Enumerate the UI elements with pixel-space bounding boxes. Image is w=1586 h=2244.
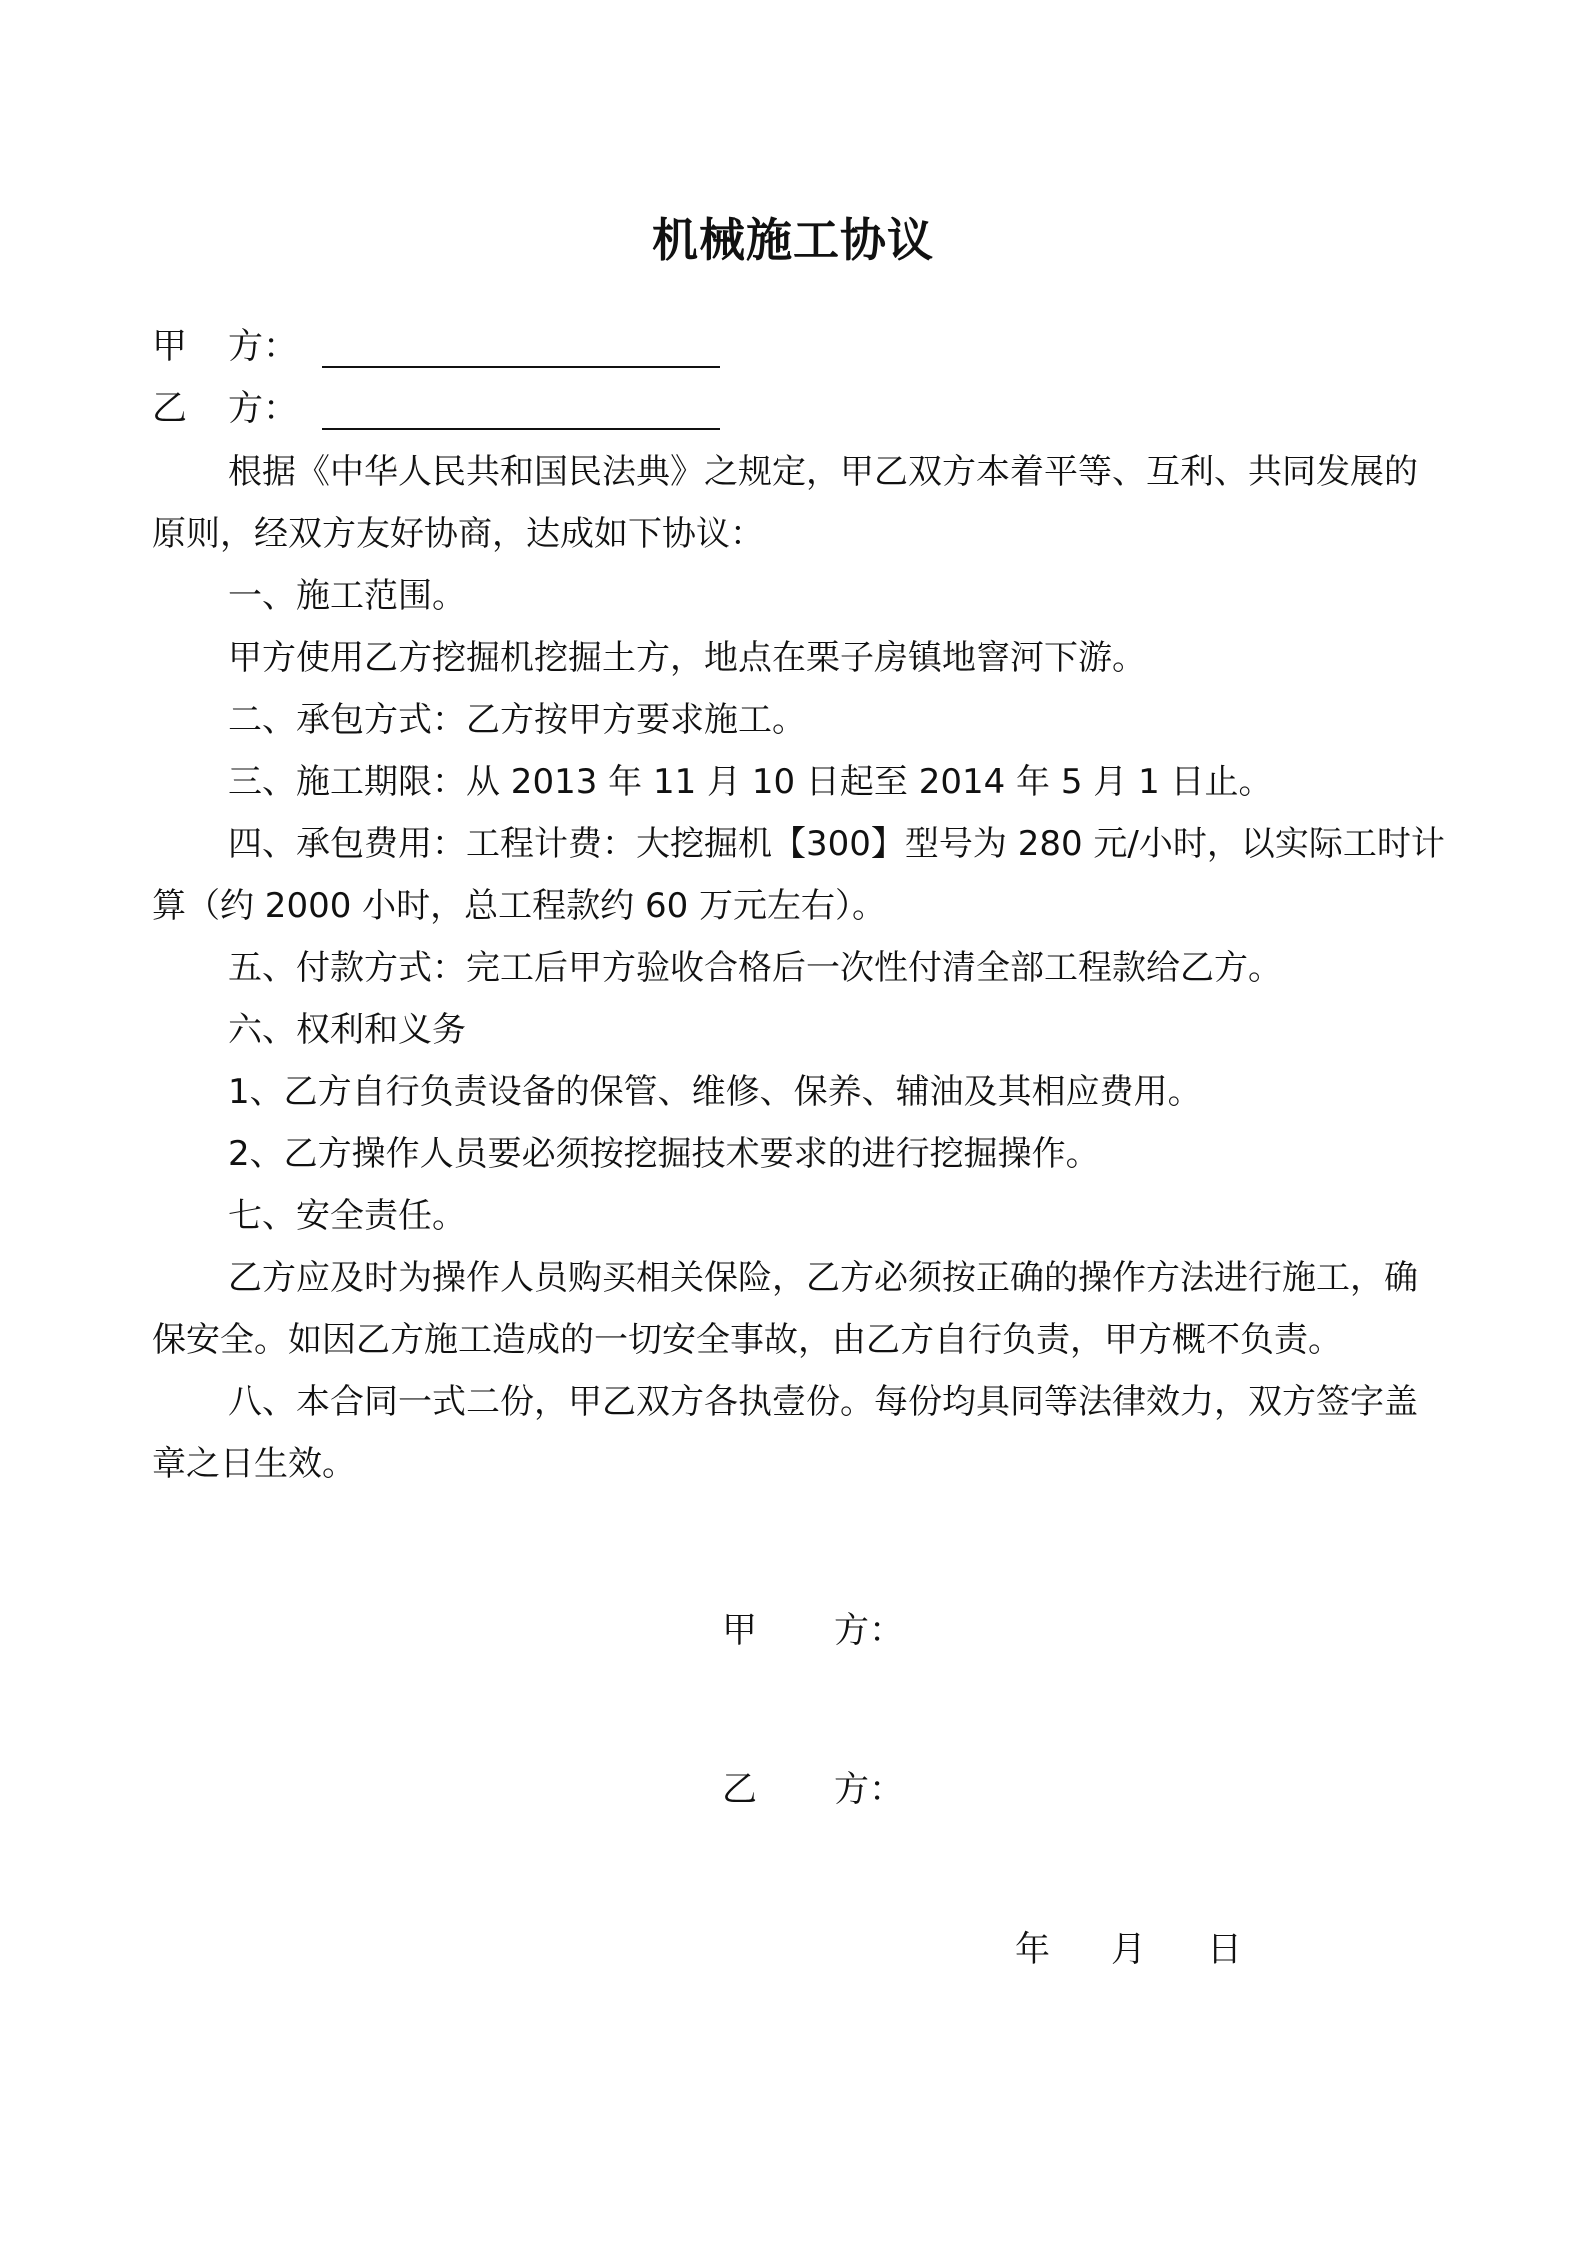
signature-date	[1015, 1925, 1242, 1975]
paragraph-fees: 四、承包费用：工程计费：大挖掘机【300】型号为 280 元/小时，以实际工时计算（约 2000 小时，总工程款约 60 万元左右）。	[152, 824, 1445, 926]
party-a-label-rest: 方：	[228, 327, 299, 367]
paragraph-scope: 甲方使用乙方挖掘机挖掘土方，地点在栗子房镇地窨河下游。	[228, 638, 1146, 678]
date-year-label: 年	[1015, 1930, 1051, 1970]
paragraph-payment: 五、付款方式：完工后甲方验收合格后一次性付清全部工程款给乙方。	[228, 948, 1282, 988]
party-b-label-rest: 方：	[228, 389, 299, 429]
paragraph-preamble: 根据《中华人民共和国民法典》之规定，甲乙双方本着平等、互利、共同发展的原则，经双方友好协商，达成如下协议：	[152, 452, 1418, 554]
signature-party-b-rest: 方：	[834, 1770, 905, 1810]
party-a-label-char: 甲	[152, 327, 188, 367]
paragraph-rights-heading: 六、权利和义务	[228, 1010, 466, 1050]
paragraph-scope-heading: 一、施工范围。	[228, 576, 466, 616]
party-b-line	[152, 384, 314, 434]
paragraph-period: 三、施工期限：从 2013 年 11 月 10 日起至 2014 年 5 月 1 日止。	[228, 762, 1273, 802]
signature-party-a	[722, 1606, 904, 1656]
signature-party-b-char: 乙	[722, 1770, 758, 1810]
date-day-label: 日	[1207, 1930, 1243, 1970]
party-b-label-char: 乙	[152, 389, 188, 429]
signature-party-a-rest: 方：	[834, 1611, 905, 1651]
party-b-label	[152, 384, 314, 434]
party-a-line	[152, 322, 314, 372]
signature-party-b	[722, 1765, 904, 1815]
paragraph-safety-heading: 七、安全责任。	[228, 1196, 466, 1236]
party-a-label	[152, 322, 314, 372]
party-b-blank-line	[322, 428, 720, 430]
agreement-body	[152, 441, 1448, 1495]
party-a-blank-line	[322, 366, 720, 368]
document-title: 机械施工协议	[652, 213, 934, 267]
paragraph-rights-2: 2、乙方操作人员要必须按挖掘技术要求的进行挖掘操作。	[228, 1134, 1100, 1174]
date-month-label: 月	[1111, 1930, 1147, 1970]
signature-party-a-char: 甲	[722, 1611, 758, 1651]
paragraph-contract-method: 二、承包方式：乙方按甲方要求施工。	[228, 700, 806, 740]
paragraph-copies: 八、本合同一式二份，甲乙双方各执壹份。每份均具同等法律效力，双方签字盖章之日生效。	[152, 1382, 1418, 1484]
paragraph-rights-1: 1、乙方自行负责设备的保管、维修、保养、辅油及其相应费用。	[228, 1072, 1202, 1112]
paragraph-safety: 乙方应及时为操作人员购买相关保险，乙方必须按正确的操作方法进行施工，确保安全。如因乙方施工造成的一切安全事故，由乙方自行负责，甲方概不负责。	[152, 1258, 1418, 1360]
